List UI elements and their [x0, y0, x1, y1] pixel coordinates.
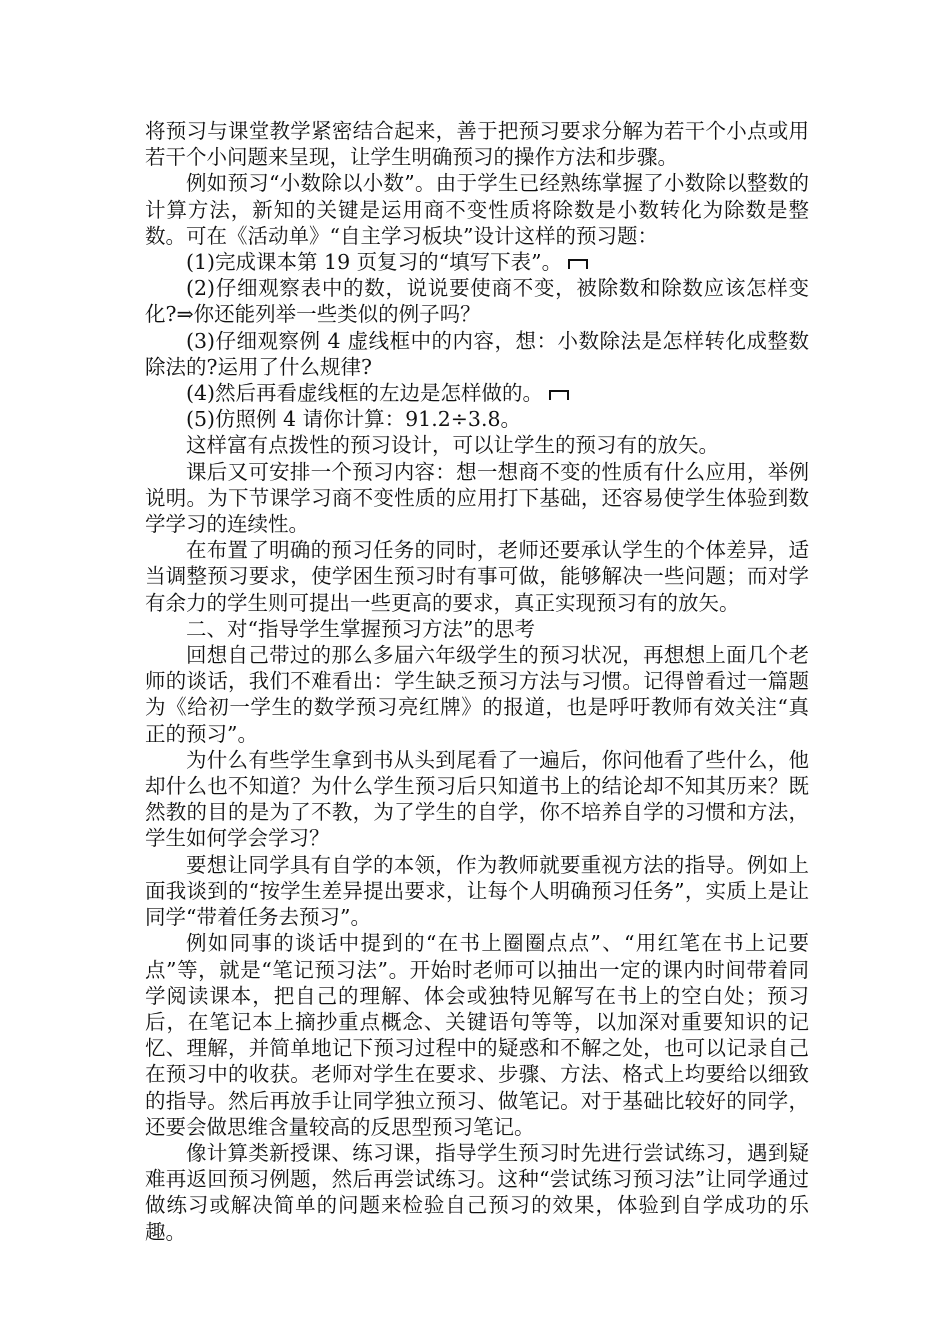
- paragraph-3: 这样富有点拨性的预习设计，可以让学生的预习有的放矢。: [186, 433, 719, 458]
- paragraph-5: 在布置了明确的预习任务的同时，老师还要承认学生的个体差异，适当调整预习要求，使学困生预习时有事可做，能够解决一些问题；而对学有余力的学生则可提出一些更高的要求，真正实现预习有的放矢。: [145, 538, 809, 615]
- list-item-5: (5)仿照例 4 请你计算：91.2÷3.8。: [186, 407, 522, 432]
- paragraph-9: 例如同事的谈话中提到的“在书上圈圈点点”、“用红笔在书上记要点”等，就是“笔记预习法”。开始时老师可以抽出一定的课内时间带着同学阅读课本，把自己的理解、体会或独特见解写在书上的空白处；预习后，在笔记本上摘抄重点概念、关键语句等等，以加深对重要知识的记忆、理解，并简单地记下预习过程中的疑惑和不解之处，也可以记录自己在预习中的收获。老师对学生在要求、步骤、方法、格式上均要给以细致的指导。然后再放手让同学独立预习、做笔记。对于基础比较好的同学，还要会做思维含量较高的反思型预习笔记。: [145, 931, 809, 1139]
- paragraph-7: 为什么有些学生拿到书从头到尾看了一遍后，你问他看了些什么，他却什么也不知道？为什么学生预习后只知道书上的结论却不知其历来？既然教的目的是为了不教，为了学生的自学，你不培养自学的习惯和方法，学生如何学会学习？: [145, 747, 809, 851]
- list-item-1: [145, 249, 809, 275]
- paragraph-2: 例如预习“小数除以小数”。由于学生已经熟练掌握了小数除以整数的计算方法，新知的关键是运用商不变性质将除数是小数转化为除数是整数。可在《活动单》“自主学习板块”设计这样的预习题：: [145, 171, 809, 248]
- section-heading: 二、对“指导学生掌握预习方法”的思考: [186, 616, 535, 641]
- list-item-2: (2)仔细观察表中的数，说说要使商不变，被除数和除数应该怎样变化?⇒你还能列举一些类似的例子吗？: [145, 276, 809, 327]
- list-item-4: [145, 380, 809, 406]
- paragraph-4: 课后又可安排一个预习内容：想一想商不变的性质有什么应用，举例说明。为下节课学习商不变性质的应用打下基础，还容易使学生体验到数学学习的连续性。: [145, 459, 809, 537]
- bracket-mark-icon: [568, 259, 588, 269]
- list-item-4-text: (4)然后再看虚线框的左边是怎样做的。: [186, 381, 544, 406]
- list-item-3: (3)仔细观察例 4 虚线框中的内容，想：小数除法是怎样转化成整数除法的?运用了什么规律?: [145, 328, 809, 379]
- paragraph-6: 回想自己带过的那么多届六年级学生的预习状况，再想想上面几个老师的谈话，我们不难看出：学生缺乏预习方法与习惯。记得曾看过一篇题为《给初一学生的数学预习亮红牌》的报道，也是呼吁教师有效关注“真正的预习”。: [145, 643, 809, 746]
- paragraph-1: 将预习与课堂教学紧密结合起来，善于把预习要求分解为若干个小点或用若干个小问题来呈现，让学生明确预习的操作方法和步骤。: [145, 119, 809, 170]
- bracket-mark-icon: [549, 390, 569, 400]
- paragraph-10: 像计算类新授课、练习课，指导学生预习时先进行尝试练习，遇到疑难再返回预习例题，然后再尝试练习。这种“尝试练习预习法”让同学通过做练习或解决简单的问题来检验自己预习的效果，体验到自学成功的乐趣。: [145, 1140, 809, 1244]
- list-item-1-text: (1)完成课本第 19 页复习的“填写下表”。: [186, 250, 563, 275]
- document-body: [145, 118, 809, 1245]
- paragraph-8: 要想让同学具有自学的本领，作为教师就要重视方法的指导。例如上面我谈到的“按学生差异提出要求，让每个人明确预习任务”，实质上是让同学“带着任务去预习”。: [145, 852, 809, 930]
